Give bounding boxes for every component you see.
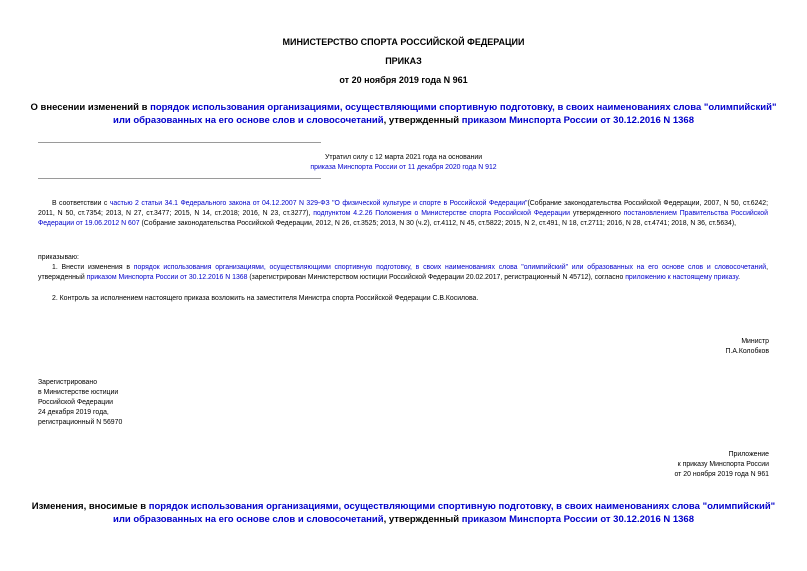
item1-text-4: . (738, 274, 740, 281)
item1-link-order-1368[interactable]: приказом Минспорта России от 30.12.2016 N 1368 (86, 274, 248, 281)
status-link-wrap (0, 163, 807, 173)
registration-block (38, 378, 122, 428)
ministry-heading: МИНИСТЕРСТВО СПОРТА РОССИЙСКОЙ ФЕДЕРАЦИИ (282, 37, 525, 47)
item1-link-procedure[interactable]: порядок использования организациями, осуществляющими спортивную подготовку, в своих наименованиях слова "олимпийский" или образованных на его основе слов и словосочетаний (133, 264, 767, 271)
document-title (30, 101, 777, 127)
preamble-text-1: В соответствии с (52, 200, 110, 207)
registration-line-2: в Министерстве юстиции (38, 389, 119, 396)
preamble-text-4: (Собрание законодательства Российской Федерации, 2012, N 26, ст.3525; 2013, N 30 (ч.2), ст.4112, N 45, ст.5822; 2015, N 2, ст.491, N 18, ст.2711; 2016, N 28, ст.4741; 2018, N 36, ст.5634), (139, 220, 737, 227)
appendix-line-2: к приказу Минспорта России (677, 461, 769, 468)
appendix-title (30, 500, 777, 526)
signature-name: П.А.Колобков (725, 348, 769, 355)
title-text-2: , утвержденный (383, 115, 462, 126)
preamble-link-law-329[interactable]: частью 2 статьи 34.1 Федерального закона от 04.12.2007 N 329-ФЗ "О физической культуре и спорте в Российской Федерации" (109, 200, 528, 207)
status-link-order-912[interactable]: приказа Минспорта России от 11 декабря 2020 года N 912 (310, 164, 497, 171)
appendix-line-1: Приложение (728, 451, 769, 458)
appendix-title-link-procedure[interactable]: порядок использования организациями, осуществляющими спортивную подготовку, в своих наименованиях слова "олимпийский" или образованных на его основе слов и словосочетаний (112, 501, 776, 525)
preamble-link-regulation[interactable]: подпунктом 4.2.26 Положения о Министерстве спорта Российской Федерации (313, 210, 570, 217)
registration-line-4: 24 декабря 2019 года, (38, 409, 109, 416)
divider-bottom (38, 178, 321, 179)
title-link-order-1368[interactable]: приказом Минспорта России от 30.12.2016 N 1368 (461, 115, 694, 126)
appendix-title-text-2: , утвержденный (383, 514, 462, 525)
item1-text-2: , утвержденный (38, 264, 768, 281)
registration-line-5: регистрационный N 56970 (38, 419, 123, 426)
signature-position: Министр (741, 338, 769, 345)
title-link-procedure[interactable]: порядок использования организациями, осуществляющими спортивную подготовку, в своих наименованиях слова "олимпийский" или образованных на его основе слов и словосочетаний (112, 102, 777, 126)
document-date-number: от 20 ноября 2019 года N 961 (339, 75, 468, 85)
order-word: приказываю: (38, 254, 79, 261)
title-text-1: О внесении изменений в (30, 102, 151, 113)
item-1-paragraph (38, 263, 768, 283)
appendix-title-text-1: Изменения, вносимые в (31, 501, 149, 512)
appendix-line-3: от 20 ноября 2019 года N 961 (674, 471, 769, 478)
preamble-text-3: утвержденного (569, 210, 624, 217)
preamble-paragraph (38, 199, 768, 229)
item-2-paragraph: 2. Контроль за исполнением настоящего приказа возложить на заместителя Министра спорта Российской Федерации С.В.Косилова. (52, 295, 479, 302)
preamble-link-resolution-607[interactable]: постановлением Правительства Российской Федерации от 19.06.2012 N 607 (38, 210, 768, 227)
item1-text-3: (зарегистрирован Министерством юстиции Российской Федерации 20.02.2017, регистрационный N 45712), согласно (247, 274, 626, 281)
item1-link-appendix[interactable]: приложению к настоящему приказу (625, 274, 739, 281)
divider-top (38, 142, 321, 143)
item1-text-1: 1. Внести изменения в (52, 264, 134, 271)
document-type: ПРИКАЗ (385, 56, 422, 66)
registration-line-1: Зарегистрировано (38, 379, 98, 386)
registration-line-3: Российской Федерации (38, 399, 113, 406)
appendix-title-link-order-1368[interactable]: приказом Минспорта России от 30.12.2016 N 1368 (461, 514, 694, 525)
appendix-block (675, 450, 770, 480)
status-line: Утратил силу с 12 марта 2021 года на основании (324, 154, 483, 161)
preamble-text-2: (Собрание законодательства Российской Федерации, 2007, N 50, ст.6242; 2011, N 50, ст.7354; 2013, N 27, ст.3477; 2015, N 14, ст.2018; 2016, N 23, ст.3277), (38, 200, 768, 217)
